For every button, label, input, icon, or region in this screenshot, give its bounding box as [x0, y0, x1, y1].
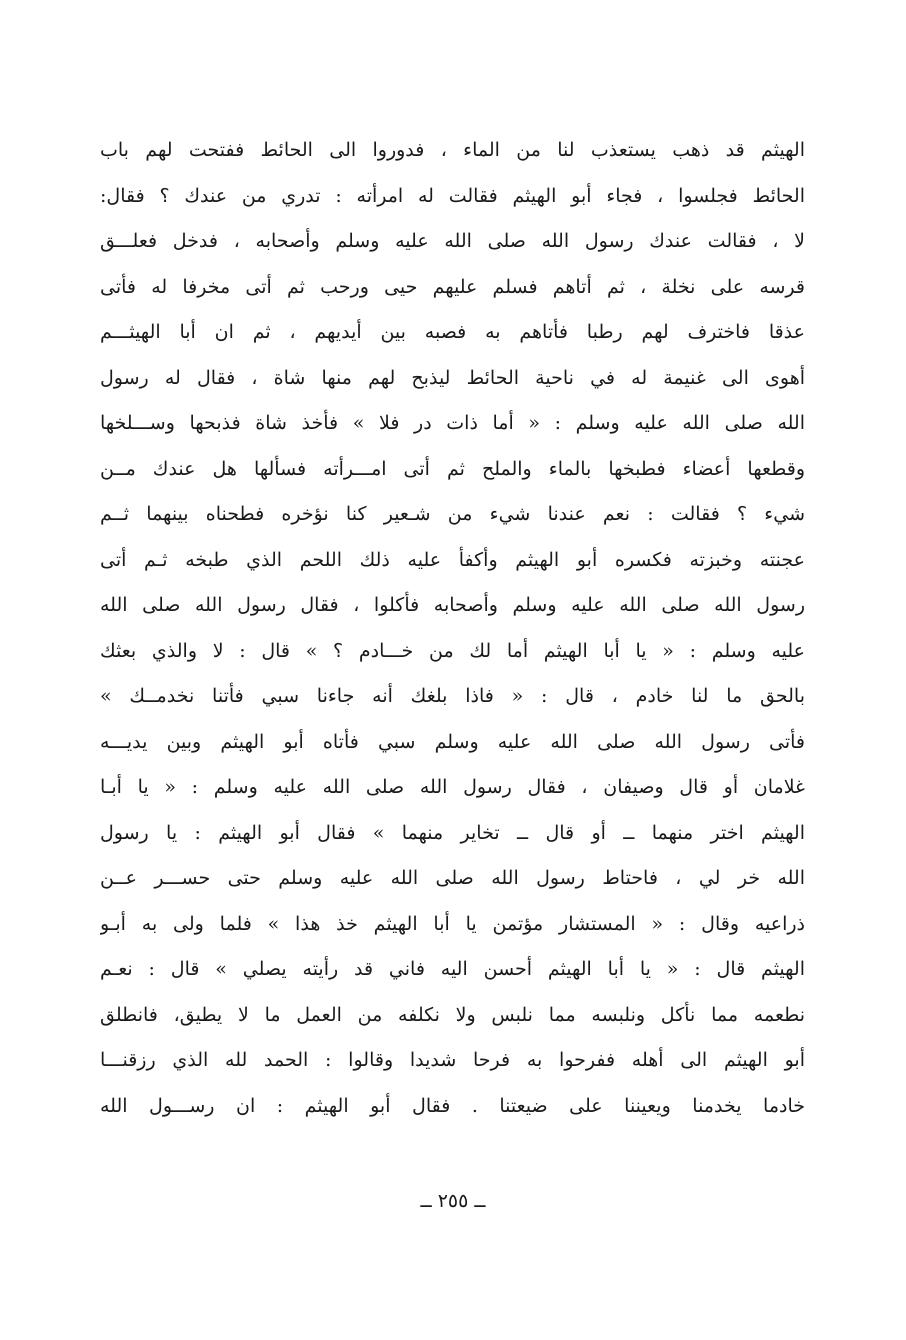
text-line: عجنته وخبزته فكسره أبو الهيثم وأكفأ عليه ذلك اللحم الذي طبخه ثـم أتى — [100, 548, 805, 571]
text-line: أبو الهيثم الى أهله ففرحوا به فرحا شديدا وقالوا : الحمد لله الذي رزقنـــا — [100, 1049, 805, 1071]
page-number: ــ ٢٥٥ ــ — [420, 1190, 486, 1212]
text-line: الحائط فجلسوا ، فجاء أبو الهيثم فقالت له امرأته : تدري من عندك ؟ فقال: — [100, 184, 805, 207]
text-line: فأتى رسول الله صلى الله عليه وسلم سبي فأتاه أبو الهيثم وبين يديـــه — [100, 730, 805, 753]
text-line: الهيثم قد ذهب يستعذب لنا من الماء ، فدوروا الى الحائط ففتحت لهم باب — [100, 139, 805, 161]
text-line: ذراعيه وقال : « المستشار مؤتمن يا أبا الهيثم خذ هذا » فلما ولى به أبـو — [100, 912, 805, 935]
text-line: غلامان أو قال وصيفان ، فقال رسول الله صلى الله عليه وسلم : « يا أبـا — [100, 776, 805, 798]
text-line: الله خر لي ، فاحتاط رسول الله صلى الله عليه وسلم حتى حســـر عــن — [100, 867, 805, 889]
text-line: وقطعها أعضاء فطبخها بالماء والملح ثم أتى امـــرأته فسألها هل عندك مــن — [100, 457, 805, 480]
text-line: قرسه على نخلة ، ثم أتاهم فسلم عليهم حيى ورحب ثم أتى مخرفا له فأتى — [100, 275, 805, 298]
text-line: نطعمه مما نأكل ونلبسه مما نلبس ولا نكلفه من العمل ما لا يطيق، فانطلق — [100, 1003, 805, 1026]
text-line: الهيثم اختر منهما ــ أو قال ــ تخاير منهما » فقال أبو الهيثم : يا رسول — [100, 821, 805, 844]
body-text — [100, 128, 805, 1129]
text-line: عليه وسلم : « يا أبا الهيثم أما لك من خـــادم ؟ » قال : لا والذي بعثك — [100, 639, 805, 662]
text-line: شيء ؟ فقالت : نعم عندنا شيء من شـعير كنا نؤخره فطحناه بينهما ثــم — [100, 503, 805, 525]
text-line: الهيثم قال : « يا أبا الهيثم أحسن اليه فاني قد رأيته يصلي » قال : نعـم — [100, 958, 805, 980]
text-line: الله صلى الله عليه وسلم : « أما ذات در فلا » فأخذ شاة فذبحها وســـلخها — [100, 412, 805, 434]
text-line: رسول الله صلى الله عليه وسلم وأصحابه فأكلوا ، فقال رسول الله صلى الله — [100, 594, 805, 616]
text-line: عذقا فاخترف لهم رطبا فأتاهم به فصبه بين أيديهم ، ثم ان أبا الهيثـــم — [100, 321, 805, 343]
text-line: أهوى الى غنيمة له في ناحية الحائط ليذبح لهم منها شاة ، فقال له رسول — [100, 366, 805, 389]
text-line: بالحق ما لنا خادم ، قال : « فاذا بلغك أنه جاءنا سبي فأتنا نخدمــك » — [100, 685, 805, 707]
text-line: لا ، فقالت عندك رسول الله صلى الله عليه وسلم وأصحابه ، فدخل فعلـــق — [100, 230, 805, 252]
text-line: خادما يخدمنا ويعيننا على ضيعتنا . فقال أبو الهيثم : ان رســـول الله — [100, 1094, 805, 1117]
